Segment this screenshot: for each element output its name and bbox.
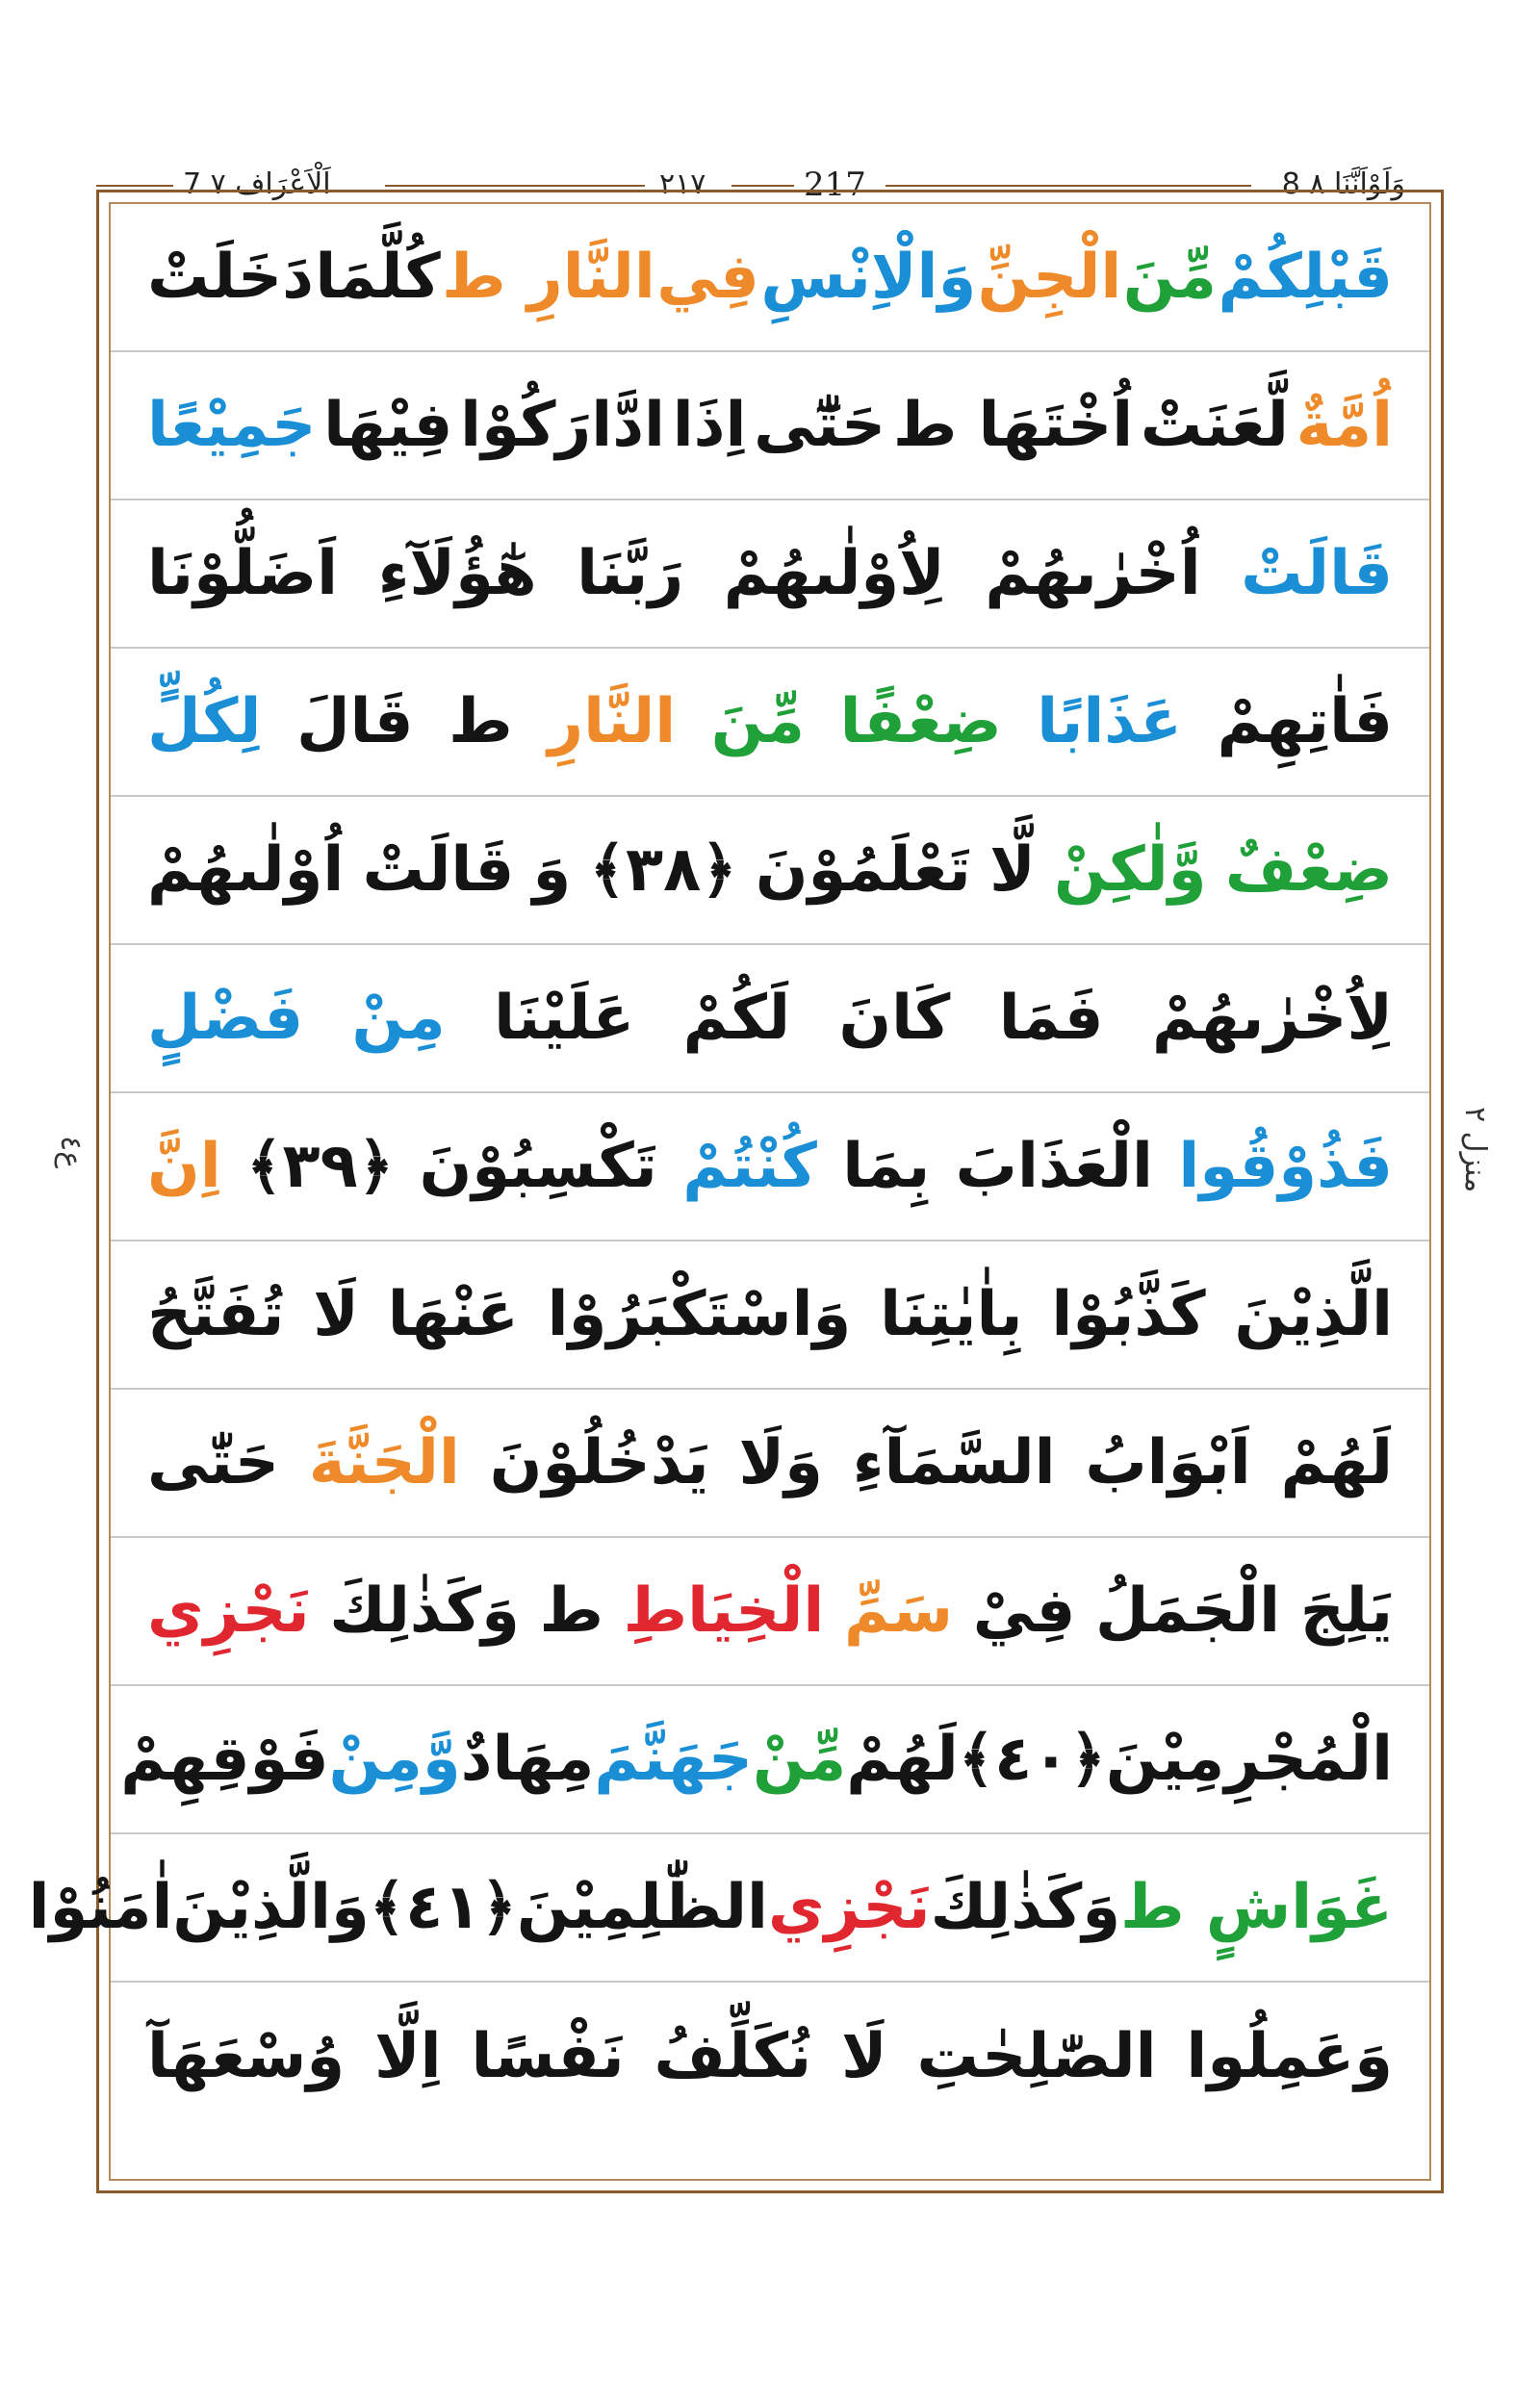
word: الَّذِيْنَ [1234, 1279, 1393, 1350]
word: اِنَّ [147, 1131, 221, 1202]
word: لَّعَنَتْ [1140, 390, 1289, 461]
header-rule [385, 185, 645, 187]
word: الْجَنَّةَ [308, 1427, 460, 1498]
text-line [111, 1983, 1429, 2131]
text-line [111, 1242, 1429, 1390]
word: اِذَا [672, 390, 747, 461]
word: بِمَا [842, 1131, 931, 1202]
header-rule [732, 185, 794, 187]
word: لِكُلٍّ [147, 686, 262, 757]
word: فَذُوْقُوا [1178, 1131, 1393, 1202]
word: كَانَ [838, 983, 951, 1054]
word: لَا [313, 1279, 359, 1350]
word: اَضَلُّوْنَا [147, 538, 339, 609]
word: اُخْتَهَا ط [892, 390, 1134, 461]
text-line [111, 204, 1429, 352]
word: لِاُخْرٰىهُمْ [1151, 983, 1393, 1054]
word: نُكَلِّفُ [654, 2021, 812, 2092]
word: وَاسْتَكْبَرُوْا [547, 1279, 852, 1350]
word: لَّا [989, 834, 1036, 906]
word: وَ [532, 834, 572, 906]
word: ط [449, 686, 513, 757]
word: جَمِيْعًا [147, 390, 317, 461]
word: الْعَذَابَ [955, 1131, 1153, 1202]
word: وَالَّذِيْنَ [172, 1872, 370, 1943]
word: فَمَا [998, 983, 1104, 1054]
word: عَذَابًا [1037, 686, 1182, 757]
word: ﴿٣٨﴾ [589, 834, 737, 906]
word: قَالَتْ [1241, 538, 1393, 609]
word: حَتّٰٓى [754, 390, 886, 461]
word: بِاٰيٰتِنَا [880, 1279, 1023, 1350]
word: نَفْسًا [471, 2021, 625, 2092]
text-line [111, 649, 1429, 797]
word: ﴿٣٩﴾ [246, 1131, 395, 1202]
text-line [111, 945, 1429, 1093]
word: لَهُمْ [846, 1724, 959, 1795]
word: قَبْلِكُمْ [1218, 242, 1393, 313]
word: وَّلٰكِنْ [1053, 834, 1207, 906]
word: ﴿٤١﴾ [369, 1872, 517, 1943]
word: تَكْسِبُوْنَ [419, 1131, 657, 1202]
text-line [111, 1093, 1429, 1242]
text-line [111, 352, 1429, 500]
word: رَبَّنَا [577, 538, 684, 609]
word: ادَّارَكُوْا [460, 390, 665, 461]
word: عَنْهَا [387, 1279, 519, 1350]
text-line [111, 1538, 1429, 1686]
word: نَجْزِي [147, 1575, 310, 1647]
word: لِاُوْلٰىهُمْ [723, 538, 945, 609]
word: اُمَّةٌ [1296, 390, 1393, 461]
word: سَمِّ [843, 1575, 954, 1647]
word: كَذَّبُوْا [1051, 1279, 1206, 1350]
word: مِّنْ [753, 1724, 847, 1795]
surah-name: 7 اَلْاَعْرَاف ۷ [183, 167, 331, 201]
word: اُخْرٰىهُمْ [985, 538, 1201, 609]
word: الظّٰلِمِيْنَ [516, 1872, 768, 1943]
juz-name: 8 وَلَوْاَنَّنَا ۸ [1281, 167, 1405, 201]
word: غَوَاشٍ ط [1120, 1872, 1393, 1943]
text-line [111, 1390, 1429, 1538]
word: مِّنَ [1122, 242, 1217, 313]
word: مِهَادٌ [460, 1724, 595, 1795]
word: تَعْلَمُوْنَ [755, 834, 971, 906]
word: ضِعْفٌ [1224, 834, 1393, 906]
word: فَضْلٍ [147, 983, 304, 1054]
word: وَعَمِلُوا [1186, 2021, 1393, 2092]
word: فَوْقِهِمْ [120, 1724, 329, 1795]
text-line [28, 1834, 1429, 1983]
page-number: 217 [804, 166, 866, 204]
word: حَتّٰى [147, 1427, 279, 1498]
word: النَّارِ [548, 686, 677, 757]
manzil-marker: منزل ٢ [1458, 1107, 1492, 1193]
word: جَهَنَّمَ [594, 1724, 754, 1795]
word: كُلَّمَا [315, 242, 441, 313]
word: فَاٰتِهِمْ [1217, 686, 1393, 757]
word: الصّٰلِحٰتِ [916, 2021, 1157, 2092]
word: فِيْهَا [323, 390, 453, 461]
word: ط [539, 1575, 603, 1647]
word: اُوْلٰىهُمْ [147, 834, 345, 906]
word: قَالَ [296, 686, 414, 757]
word: وَكَذٰلِكَ [329, 1575, 520, 1647]
word: ﴿٤٠﴾ [958, 1724, 1106, 1795]
page-number-arabic: ۲۱۷ [659, 167, 706, 201]
word: الْمُجْرِمِيْنَ [1105, 1724, 1393, 1795]
text-line [111, 797, 1429, 945]
word: تُفَتَّحُ [147, 1279, 285, 1350]
ruku-marker: ع٤ [54, 1136, 88, 1169]
word: لَهُمْ [1280, 1427, 1393, 1498]
word: قَالَتْ [362, 834, 515, 906]
word: النَّارِ ط [442, 242, 655, 313]
word: وُسْعَهَآ [147, 2021, 346, 2092]
word: فِيْ [972, 1575, 1076, 1647]
text-line [111, 500, 1429, 649]
word: اٰمَنُوْا [28, 1872, 173, 1943]
word: لَكُمْ [682, 983, 791, 1054]
word: فِي [656, 242, 759, 313]
word: اَبْوَابُ [1085, 1427, 1251, 1498]
word: يَلِجَ [1299, 1575, 1393, 1647]
word: وَّمِنْ [328, 1724, 461, 1795]
word: كُنْتُمْ [682, 1131, 817, 1202]
word: الْخِيَاطِ [623, 1575, 825, 1647]
word: اِلَّا [373, 2021, 442, 2092]
word: وَكَذٰلِكَ [930, 1872, 1121, 1943]
word: عَلَيْنَا [494, 983, 635, 1054]
word: هٰٓؤُلَآءِ [377, 538, 537, 609]
word: الْجِنِّ [977, 242, 1122, 313]
word: مِّنَ [710, 686, 806, 757]
header-rule [96, 185, 173, 187]
word: يَدْخُلُوْنَ [489, 1427, 709, 1498]
word: الْجَمَلُ [1094, 1575, 1281, 1647]
text-line [111, 1686, 1429, 1834]
word: وَالْاِنْسِ [760, 242, 977, 313]
word: السَّمَآءِ [852, 1427, 1056, 1498]
word: ضِعْفًا [839, 686, 1002, 757]
word: وَلَا [738, 1427, 823, 1498]
word: لَا [841, 2021, 887, 2092]
word: دَخَلَتْ [147, 242, 314, 313]
header-rule [886, 185, 1251, 187]
word: مِنْ [351, 983, 446, 1054]
word: نَجْزِي [767, 1872, 931, 1943]
